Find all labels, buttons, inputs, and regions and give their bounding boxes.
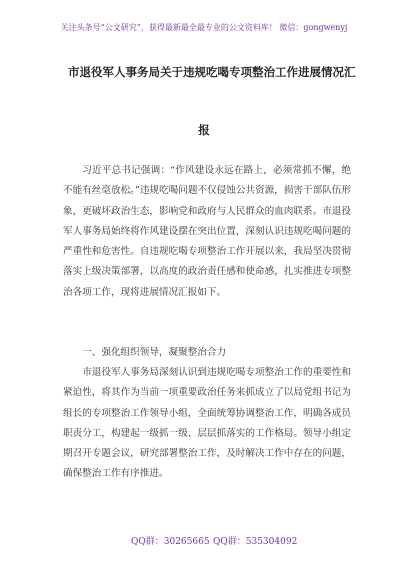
body-section-intro	[63, 161, 351, 303]
header-promo-note: 关注头条号“公文研究”，获得最新最全最专业的公文资料库！ 微信：gongwenyj	[60, 23, 348, 32]
paragraph-intro: 习近平总书记强调：“作风建设永远在路上，必须常抓不懈，绝不能有丝毫放松。”违规吃喝问题不仅侵蚀公共资源，损害干部队伍形象，更破坏政治生态，影响党和政府与人民群众的血肉联系。市退役军人事务局始终将作风建设摆在突出位置，深刻认识违规吃喝问题的严重性和危害性。自违规吃喝专项整治工作开展以来，我局坚决贯彻落实上级决策部署，以高度的政治责任感和使命感，扎实推进专项整治各项工作，现将进展情况汇报如下。	[63, 165, 351, 298]
body-section-content	[63, 363, 351, 485]
section-heading-1: 一、强化组织领导，凝聚整治合力	[82, 347, 227, 358]
document-title-line-1: 市退役军人事务局关于违规吃喝专项整治工作进展情况汇	[68, 65, 356, 79]
paragraph-section-1: 市退役军人事务局深刻认识到违规吃喝专项整治工作的重要性和紧迫性，将其作为当前一项重要政治任务来抓成立了以局党组书记为组长的专项整治工作领导小组，全面统筹协调整治工作，明确各成员职责分工，构建起一级抓一级、层层抓落实的工作格局。领导小组定期召开专题会议，研究部署整治工作，及时解决工作中存在的问题，确保整治工作有序推进。	[63, 367, 351, 480]
document-title-line-2: 报	[198, 123, 210, 137]
body-section-heading	[63, 343, 351, 363]
footer-qq-group-2: QQ群：535304092	[213, 537, 298, 547]
footer-qq-group-1: QQ群：30265665	[131, 537, 210, 547]
